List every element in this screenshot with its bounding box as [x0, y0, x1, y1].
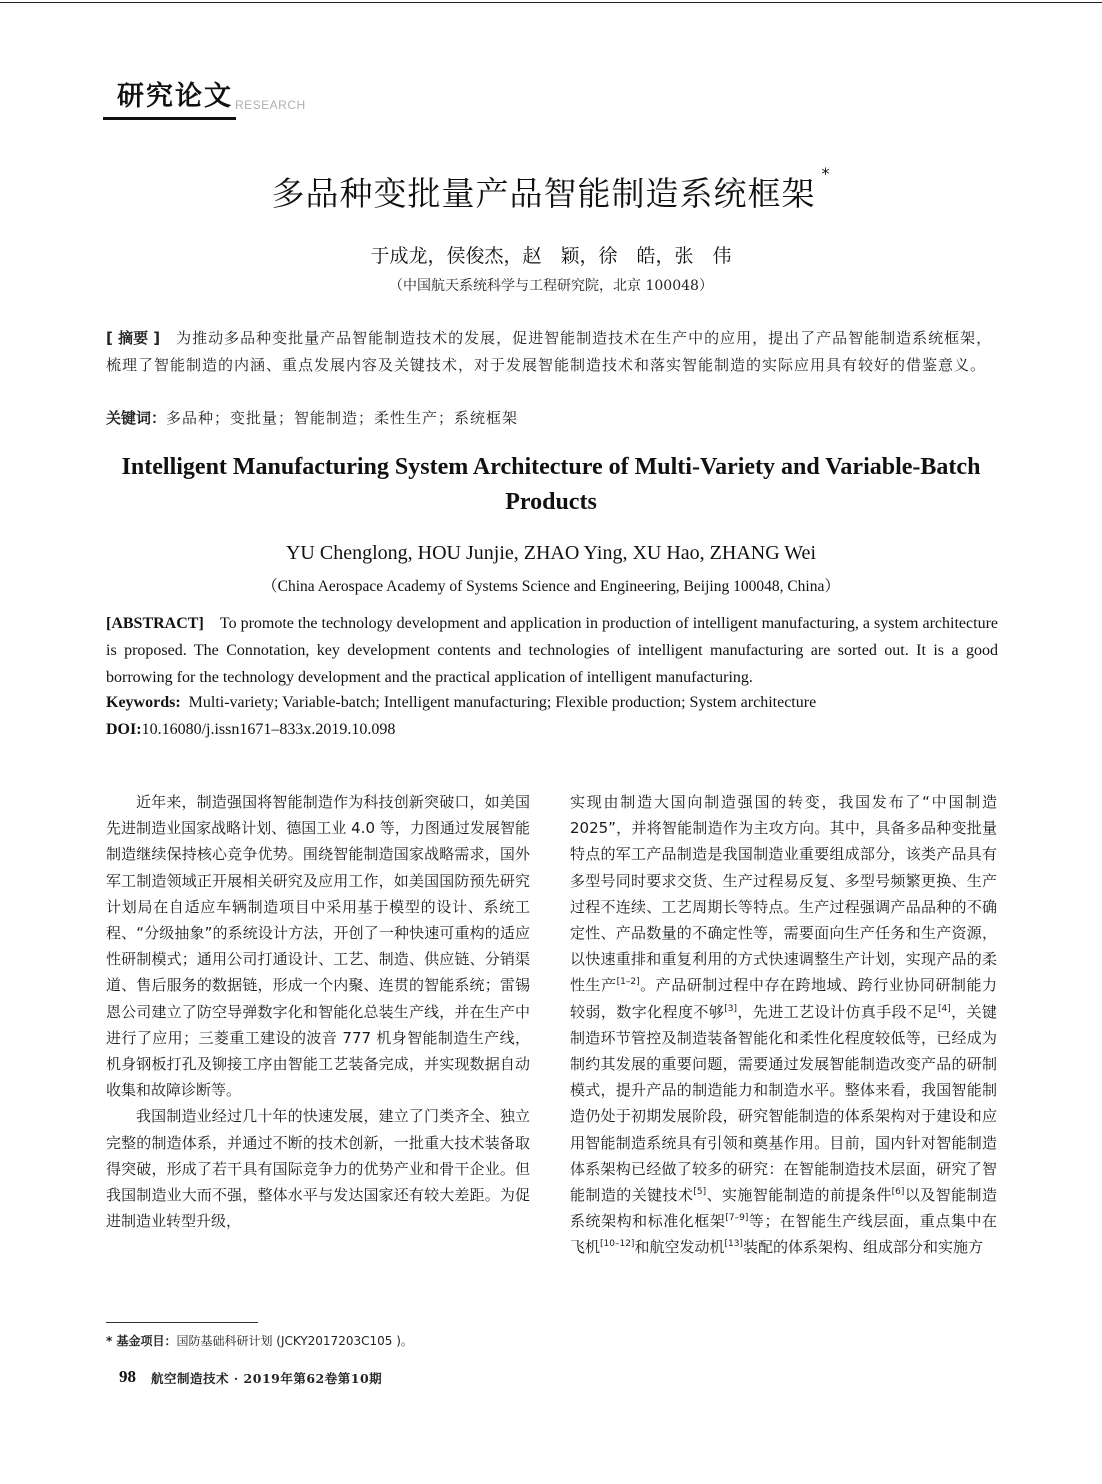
- top-border-line: [0, 2, 1102, 3]
- funding-footnote-mark: *: [821, 164, 831, 183]
- abstract-zh-text: 为推动多品种变批量产品智能制造技术的发展，促进智能制造技术在生产中的应用，提出了产品智能制造系统框架，梳理了智能制造的内涵、重点发展内容及关键技术，对于发展智能制造技术和落实智能制造的实际应用具有较好的借鉴意义。: [106, 329, 993, 374]
- citation: [5]: [693, 1187, 707, 1198]
- footnote-rule: [106, 1322, 258, 1323]
- abstract-zh-label: [ 摘要 ]: [106, 329, 161, 347]
- body-text: 以及智能制造系统架构和标准化框架: [570, 1186, 997, 1231]
- body-column-left: [106, 789, 530, 1234]
- body-text: 。产品研制过程中存在跨地域、跨行业协同研制能力较弱，数字化程度不够: [570, 976, 997, 1021]
- abstract-en-text: To promote the technology development and application in production of intelligent manufacturing, a system architecture is proposed. The Connotation, key development contents and technologies of intelligent manufacturing are sorted out. It is a good borrowing for the technology development and the practical application of intelligent manufacturing.: [106, 615, 999, 686]
- abstract-en-label: [ABSTRACT]: [106, 615, 204, 632]
- doi-label: DOI:: [106, 721, 142, 738]
- citation: [7–9]: [725, 1213, 749, 1224]
- citation: [10–12]: [600, 1239, 635, 1250]
- section-label-en: RESEARCH: [235, 98, 306, 112]
- footnote-text: 国防基础科研计划 (JCKY2017203C105 )。: [176, 1334, 413, 1348]
- affiliation-zh: （中国航天系统科学与工程研究院，北京 100048）: [389, 278, 713, 294]
- body-paragraph: [570, 789, 997, 1261]
- body-text: 和航空发动机: [634, 1238, 725, 1257]
- citation: [1–2]: [616, 977, 640, 988]
- section-label: 研究论文: [117, 81, 233, 112]
- paper-title-zh-text: 多品种变批量产品智能制造系统框架: [271, 174, 816, 213]
- body-column-right: [570, 789, 997, 1261]
- citation: [3]: [724, 1003, 737, 1014]
- paper-title-zh: [0, 164, 1102, 215]
- abstract-zh: [106, 325, 998, 379]
- keywords-zh: [106, 406, 998, 430]
- keywords-en: [106, 691, 998, 715]
- keywords-en-text: Multi-variety; Variable-batch; Intelligent manufacturing; Flexible production; System architecture: [188, 694, 817, 711]
- footnote-label: * 基金项目：: [106, 1334, 177, 1348]
- body-text: 、实施智能制造的前提条件: [706, 1186, 892, 1205]
- body-paragraph: 近年来，制造强国将智能制造作为科技创新突破口，如美国先进制造业国家战略计划、德国工业 4.0 等，力图通过发展智能制造继续保持核心竞争优势。围绕智能制造国家战略需求，国外军工制造领域正开展相关研究及应用工作，如美国国防预先研究计划局在自适应车辆制造项目中采用基于模型的设计、系统工程、“分级抽象”的系统设计方法，开创了一种快速可重构的适应性研制模式；通用公司打通设计、工艺、制造、供应链、分销渠道、售后服务的数据链，形成一个内聚、连贯的智能系统；雷锡恩公司建立了防空导弹数字化和智能化总装生产线，并在生产中进行了应用；三菱重工建设的波音 777 机身智能制造生产线，机身钢板打孔及铆接工序由智能工艺装备完成，并实现数据自动收集和故障诊断等。: [106, 793, 530, 1100]
- body-text: ，先进工艺设计仿真手段不足: [737, 1002, 938, 1021]
- journal-info: 航空制造技术 · 2019年第62卷第10期: [151, 1371, 383, 1386]
- abstract-en: [106, 610, 998, 691]
- citation: [13]: [724, 1239, 743, 1250]
- doi: [106, 718, 998, 742]
- keywords-zh-text: 多品种；变批量；智能制造；柔性生产；系统框架: [166, 409, 519, 427]
- doi-text: 10.16080/j.issn1671–833x.2019.10.098: [141, 721, 396, 738]
- paper-title-en: Intelligent Manufacturing System Architecture of Multi-Variety and Variable-Batch Products: [121, 454, 981, 515]
- section-underline: [103, 117, 236, 120]
- page-number: 98: [119, 1367, 136, 1386]
- authors-zh: 于成龙，侯俊杰，赵 颖，徐 皓，张 伟: [370, 245, 732, 267]
- affiliation-en: （China Aerospace Academy of Systems Science and Engineering, Beijing 100048, China）: [262, 578, 840, 595]
- body-text: 实现由制造大国向制造强国的转变，我国发布了“中国制造 2025”，并将智能制造作为主攻方向。其中，具备多品种变批量特点的军工产品制造是我国制造业重要组成部分，该类产品具有多型号同时要求交货、生产过程易反复、多型号频繁更换、生产过程不连续、工艺周期长等特点。生产过程强调产品品种的不确定性、产品数量的不确定性等，需要面向生产任务和生产资源，以快速重排和重复利用的方式快速调整生产计划，实现产品的柔性生产: [570, 793, 997, 995]
- keywords-zh-label: 关键词：: [106, 409, 167, 427]
- authors-en: YU Chenglong, HOU Junjie, ZHAO Ying, XU Hao, ZHANG Wei: [285, 542, 816, 564]
- body-text: 装配的体系架构、组成部分和实施方: [742, 1238, 983, 1257]
- funding-footnote: [106, 1332, 413, 1349]
- body-text: 等；在智能生产线层面，重点集中在飞机: [570, 1212, 997, 1257]
- body-text: ，关键制造环节管控及制造装备智能化和柔性化程度较低等，已经成为制约其发展的重要问题，需要通过发展智能制造改变产品的研制模式，提升产品的制造能力和制造水平。整体来看，我国智能制造仍处于初期发展阶段，研究智能制造的体系架构对于建设和应用智能制造系统具有引领和奠基作用。目前，国内针对智能制造体系架构已经做了较多的研究：在智能制造技术层面，研究了智能制造的关键技术: [570, 1002, 997, 1205]
- keywords-en-label: Keywords:: [106, 694, 181, 711]
- citation: [4]: [937, 1003, 951, 1014]
- citation: [6]: [891, 1187, 905, 1198]
- body-paragraph: 我国制造业经过几十年的快速发展，建立了门类齐全、独立完整的制造体系，并通过不断的技术创新，一批重大技术装备取得突破，形成了若干具有国际竞争力的优势产业和骨干企业。但我国制造业大而不强，整体水平与发达国家还有较大差距。为促进制造业转型升级，: [106, 1107, 530, 1231]
